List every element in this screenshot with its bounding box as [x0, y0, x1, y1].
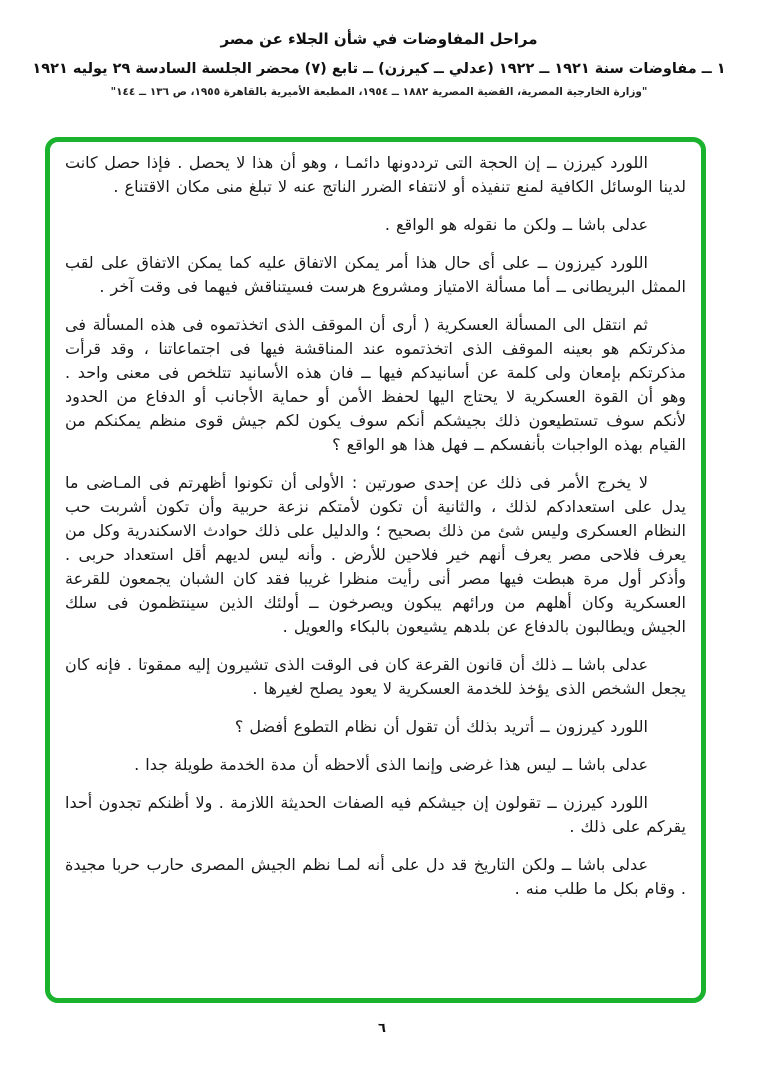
dialogue-paragraph-7: اللورد كيرزون ــ أتريد بذلك أن تقول أن نظام التطوع أفضل ؟: [234, 717, 648, 736]
dialogue-paragraph-8: عدلى باشا ــ ليس هذا غرضى وإنما الذى ألاحظه أن مدة الخدمة طويلة جدا .: [134, 755, 648, 774]
page-number: ٦: [378, 1021, 386, 1036]
dialogue-paragraph-5: لا يخرج الأمر فى ذلك عن إحدى صورتين : الأولى أن تكونوا أظهرتم فى المـاضى ما يدل على استعدادكم لذلك ، والثانية أن تكون لأمتكم نزعة حربية وأن تكون أشربت حب النظام العسكرى وليس شئ من ذلك بصحيح ؛ والدليل على ذلك حوادث الاسكندرية وكل من يعرف فلاحى مصر يعرف أنهم خير فلاحين للأرض . وأنه ليس لديهم أقل استعداد حربى . وأذكر أول مرة هبطت فيها مصر أنى رأيت منظرا غريبا فقد كان الشبان يجمعون للقرعة العسكرية وكان أهلهم من ورائهم يبكون ويصرخون ــ أولئك الذين سينتظمون فى سلك الجيش ويطالبون بالدفاع عن بلدهم يشيعون بالبكاء والعويل .: [65, 473, 686, 636]
dialogue-paragraph-1: اللورد كيرزن ــ إن الحجة التى ترددونها دائمـا ، وهو أن هذا لا يحصل . فإذا حصل كانت لدينا الوسائل الكافية لمنع تنفيذه أو لانتفاء الضرر الناتج عنه لا تبلغ منى مكان الاقتناع .: [65, 153, 686, 196]
content-highlight-box: [45, 137, 706, 1003]
dialogue-paragraph-9: اللورد كيرزن ــ تقولون إن جيشكم فيه الصفات الحديثة اللازمة . ولا أظنكم تجدون أحدا يقركم على ذلك .: [65, 793, 686, 836]
page-header: [0, 0, 758, 98]
dialogue-paragraph-2: عدلى باشا ــ ولكن ما نقوله هو الواقع .: [384, 215, 648, 234]
dialogue-paragraph-6: عدلى باشا ــ ذلك أن قانون القرعة كان فى الوقت الذى تشيرون إليه ممقوتا . فإنه كان يجعل الشخص الذى يؤخذ للخدمة العسكرية لا يعود يصلح لغيرها .: [65, 655, 686, 698]
dialogue-paragraph-10: عدلى باشا ــ ولكن التاريخ قد دل على أنه لمـا نظم الجيش المصرى حارب حربا مجيدة . وقام بكل ما طلب منه .: [65, 855, 686, 898]
page-subtitle: ١ ــ مفاوضات سنة ١٩٢١ ــ ١٩٢٢ (عدلي ــ كيرزن) ــ تابع (٧) محضر الجلسة السادسة ٢٩ يوليه ١٩٢١: [32, 61, 726, 77]
source-citation: "وزارة الخارجية المصرية، القضية المصرية ١٨٨٢ ــ ١٩٥٤، المطبعة الأميرية بالقاهرة ١٩٥٥، ص ١٣٦ ــ ١٤٤": [110, 86, 648, 98]
dialogue-paragraph-3: اللورد كيرزون ــ على أى حال هذا أمر يمكن الاتفاق عليه كما يمكن الاتفاق على لقب الممثل البريطانى ــ أما مسألة الامتياز ومشروع هرست فسيتناقش فيهما فى وقت آخر .: [65, 253, 686, 296]
dialogue-paragraph-4: ثم انتقل الى المسألة العسكرية ( أرى أن الموقف الذى اتخذتموه فى هذه المسألة فى مذكرتكم هو بعينه الموقف الذى اتخذتموه عند المناقشة فيها فى اجتماعاتنا ، وقد قرأت مذكرتكم بإمعان ولى كلمة عن أسانيدكم فيها ــ فان هذه الأسانيد تتلخص فى معنى واحد . وهو أن القوة العسكرية لا يحتاج اليها لحفظ الأمن أو حماية الأجانب أو الدفاع من الحدود لأنكم سوف تستطيعون ذلك بجيشكم أنكم سوف يكون لكم جيش قوى منظم يمكنكم من القيام بهذه الواجبات بأنفسكم ــ فهل هذا هو الواقع ؟: [65, 315, 686, 454]
page-title: مراحل المفاوضات في شأن الجلاء عن مصر: [220, 30, 538, 48]
